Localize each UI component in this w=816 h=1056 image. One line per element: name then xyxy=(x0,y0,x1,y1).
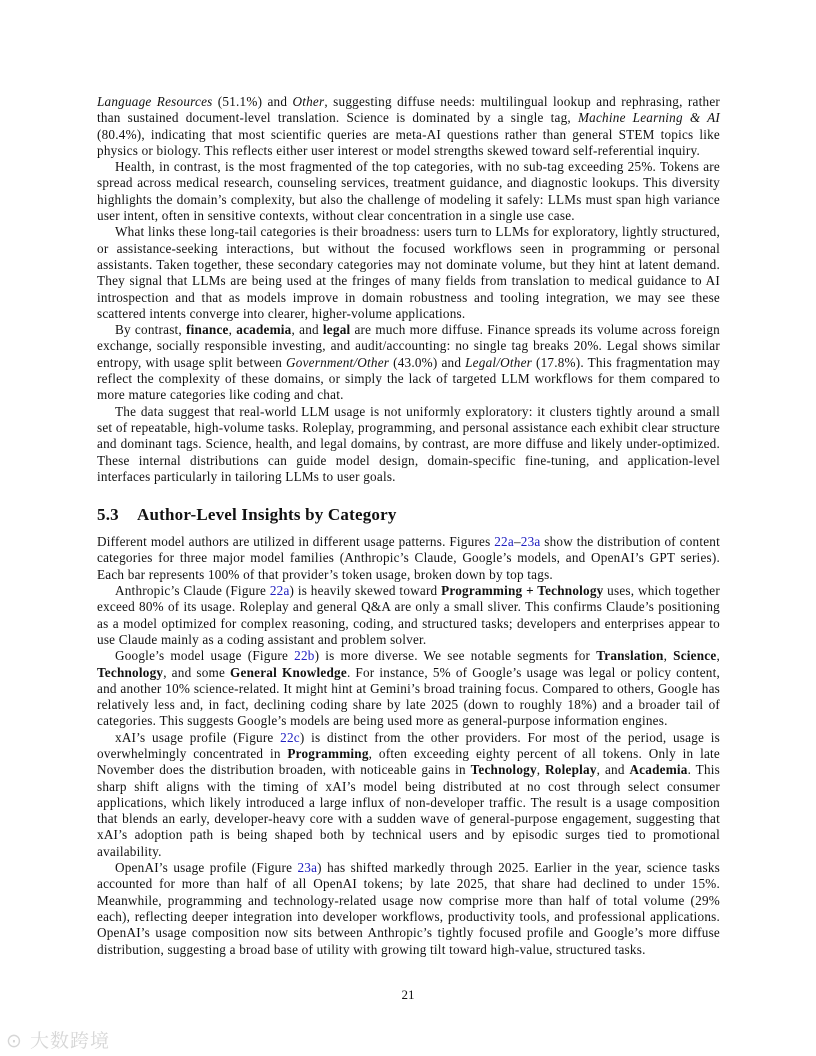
text-run: are much more diffuse. Finance spreads its volume across foreign exchange, socially responsible investing, and audit/accounting: no single tag breaks 20%. Legal shows similar entropy, with usage split between xyxy=(97,322,720,370)
text-run: The data suggest that real-world LLM usage is not uniformly exploratory: it clusters tightly around a small set of repeatable, high-volume tasks. Roleplay, programming, and personal assistance each exhibit clear structure and dominant tags. Science, health, and legal domains, by contrast, are more diffuse and likely under-optimized. These internal distributions can guide model design, domain-specific fine-tuning, and application-level interfaces particularly in tailoring LLMs to user goals. xyxy=(97,403,720,484)
bold-term: Programming + Technology xyxy=(441,583,604,599)
figure-link[interactable]: 23a xyxy=(297,860,318,876)
text-run: – xyxy=(513,534,521,550)
bold-term: Technology xyxy=(97,664,164,680)
paragraph xyxy=(97,94,720,159)
text-run: xAI’s usage profile (Figure xyxy=(115,729,281,745)
text-run: OpenAI’s usage profile (Figure xyxy=(115,860,298,876)
watermark-text: 大数跨境 xyxy=(29,1030,110,1052)
paragraph xyxy=(97,159,720,224)
text-run: Health, in contrast, is the most fragmented of the top categories, with no sub-tag exceeding 25%. Tokens are spread across medical research, counseling services, treatment guidance, and diagnostic lookups. This diversity highlights the domain’s complexity, but also the challenge of modeling it safely: LLMs must span high variance user intent, often in sensitive contexts, without clear concentration in a single use case. xyxy=(97,159,720,224)
section-heading xyxy=(97,505,720,525)
text-run: uses, which together exceed 80% of its usage. Roleplay and general Q&A are only a small sliver. This confirms Claude’s positioning as a model optimized for complex reasoning, coding, and structured tasks; developers and enterprises appear to use Claude mainly as a coding assistant and problem solver. xyxy=(97,583,720,647)
bold-term: Programming xyxy=(287,745,369,761)
figure-link[interactable]: 22b xyxy=(294,648,315,664)
text-run: ) is distinct from the other providers. For most of the period, usage is overwhelmingly concentrated in xyxy=(97,729,720,761)
paragraph xyxy=(97,404,720,485)
italic-term: Government/Other xyxy=(286,354,390,370)
bold-term: finance xyxy=(186,322,229,338)
bold-term: Translation xyxy=(596,648,664,664)
text-run: By contrast, xyxy=(115,322,187,338)
page-number: 21 xyxy=(401,987,415,1002)
bold-term: Roleplay xyxy=(545,762,597,778)
text-run: show the distribution of content categories for three major model families (Anthropic’s Claude, Google’s models, and OpenAI’s GPT series). Each bar represents 100% of that provider’s token usage, broken down by top tags. xyxy=(97,534,720,582)
text-run: , xyxy=(536,762,546,778)
paragraph xyxy=(97,730,720,860)
text-run: , and xyxy=(596,762,630,778)
text-run: Different model authors are utilized in different usage patterns. Figures xyxy=(97,534,495,550)
figure-link[interactable]: 23a xyxy=(520,534,541,550)
text-run: (17.8%). This fragmentation may reflect the complexity of these domains, or simply the lack of targeted LLM workflows for them compared to more mature categories like coding and chat. xyxy=(97,354,721,403)
paragraph xyxy=(97,534,720,583)
text-run: Google’s model usage (Figure xyxy=(115,648,295,664)
paragraph xyxy=(97,583,720,648)
bold-term: Technology xyxy=(470,762,537,778)
text-run: , xyxy=(716,648,720,664)
text-run: , xyxy=(228,322,237,338)
italic-term: Legal/Other xyxy=(465,354,533,370)
section-number: 5.3 xyxy=(97,505,119,525)
text-run: ) is more diverse. We see notable segments for xyxy=(314,648,597,664)
paragraph xyxy=(97,860,720,958)
text-run: (51.1%) and xyxy=(212,94,293,109)
bold-term: Science xyxy=(673,648,717,664)
figure-link[interactable]: 22c xyxy=(280,729,300,745)
watermark-logo: ⊙ 大数跨境 xyxy=(6,1030,110,1052)
section-title: Author-Level Insights by Category xyxy=(137,505,397,525)
paragraph xyxy=(97,322,720,403)
text-run: , and xyxy=(291,322,323,338)
text-run: , and some xyxy=(163,664,231,680)
text-run: What links these long-tail categories is their broadness: users turn to LLMs for exploratory, lightly structured, or assistance-seeking interactions, but without the focused workflows seen in programming or personal assistants. Taken together, these secondary categories may not dominate volume, but they hint at latent demand. They signal that LLMs are being used at the fringes of many fields from translation to medical guidance to AI introspection and that as models improve in domain robustness and tooling integration, we may see these scattered intents converge into clearer, higher-volume applications. xyxy=(97,224,720,321)
bold-term: Academia xyxy=(629,762,688,778)
italic-term: Other xyxy=(292,94,325,109)
figure-link[interactable]: 22a xyxy=(269,583,290,599)
bold-term: legal xyxy=(322,322,351,338)
text-run: , suggesting diffuse needs: multilingual lookup and rephrasing, rather than sustained document-level translation. Science is dominated by a single tag, xyxy=(97,94,721,126)
text-run: , often exceeding eighty percent of all tokens. Only in late November does the distribution broaden, with noticeable gains in xyxy=(97,745,721,778)
paragraph xyxy=(97,648,720,729)
text-run: . This sharp shift aligns with the timing of xAI’s model being distributed at no cost through select consumer applications, which likely introduced a large influx of non-developer traffic. The result is a usage composition that blends an early, developer-heavy core with a sudden wave of general-purpose engagement, suggesting that xAI’s adoption path is being shaped both by technical users and by episodic surges tied to promotional availability. xyxy=(97,762,720,859)
bold-term: General Knowledge xyxy=(230,664,347,680)
paragraphs-after xyxy=(97,534,720,958)
paragraph xyxy=(97,224,720,322)
text-run: ) has shifted markedly through 2025. Earlier in the year, science tasks accounted for more than half of all OpenAI tokens; by late 2025, that share had declined to under 15%. Meanwhile, programming and technology-related usage now comprise more than half of total volume (29% each), reflecting deeper integration into developer workflows, productivity tools, and professional applications. OpenAI’s usage composition now sits between Anthropic’s tightly focused profile and Google’s more diffuse distribution, suggesting a broad base of utility with growing tilt toward high-value, structured tasks. xyxy=(97,860,720,957)
italic-term: Language Resources xyxy=(97,94,213,109)
text-run: Anthropic’s Claude (Figure xyxy=(115,583,270,599)
text-run: (80.4%), indicating that most scientific queries are meta-AI questions rather than general STEM topics like physics or biology. This reflects either user interest or model strengths skewed toward self-referential inquiry. xyxy=(97,126,720,158)
text-run: (43.0%) and xyxy=(389,354,466,370)
bold-term: academia xyxy=(236,322,292,338)
page-body xyxy=(97,94,720,958)
text-run: , xyxy=(663,648,674,664)
text-run: ) is heavily skewed toward xyxy=(289,583,442,599)
text-run: . For instance, 5% of Google’s usage was legal or policy content, and another 10% science-related. It might hint at Gemini’s broad training focus. Compared to others, Google has relatively less and, in fact, declining coding share by late 2025 (down to roughly 18%) and a broader tail of categories. This suggests Google’s models are being used more as general-purpose information engines. xyxy=(97,664,720,729)
figure-link[interactable]: 22a xyxy=(494,534,514,550)
italic-term: Machine Learning & AI xyxy=(577,110,720,126)
paragraphs-before xyxy=(97,94,720,485)
